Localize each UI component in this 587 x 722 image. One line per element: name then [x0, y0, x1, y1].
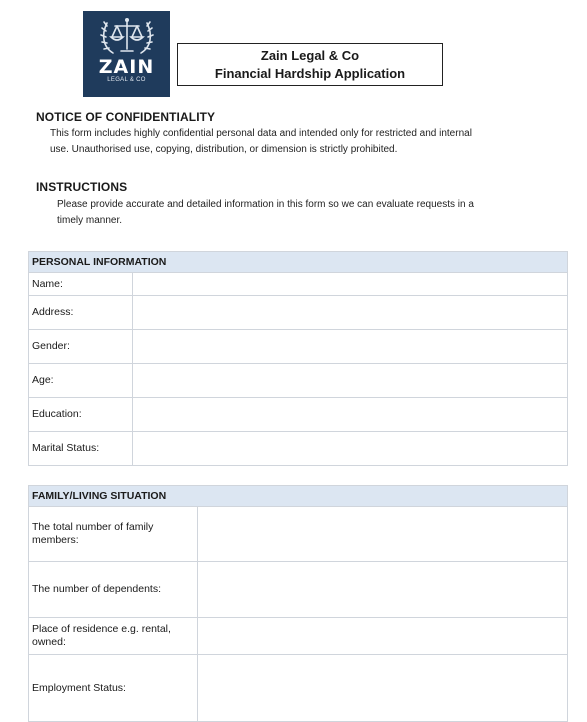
company-name: Zain Legal & Co [260, 48, 360, 63]
education-field[interactable] [133, 398, 568, 432]
table-row [29, 655, 568, 722]
company-logo [83, 11, 170, 97]
dependents-field[interactable] [198, 562, 568, 618]
table-row [29, 432, 568, 466]
notice-text [50, 126, 472, 158]
instructions-text [57, 197, 474, 229]
scales-of-justice-icon [97, 15, 157, 57]
table-row [29, 507, 568, 562]
logo-subtitle: LEGAL & CO [107, 77, 146, 83]
name-field[interactable] [133, 273, 568, 296]
table-row [29, 364, 568, 398]
marital-status-field[interactable] [133, 432, 568, 466]
instructions-line-2: timely manner. [57, 215, 123, 226]
form-title-box [177, 43, 443, 86]
table-row [29, 562, 568, 618]
field-label-age: Age: [29, 364, 133, 398]
personal-information-title: PERSONAL INFORMATION [29, 252, 568, 273]
logo-name: ZAIN [98, 56, 155, 78]
notice-heading: NOTICE OF CONFIDENTIALITY [36, 110, 216, 124]
instructions-heading: INSTRUCTIONS [36, 180, 128, 194]
place-of-residence-field[interactable] [198, 618, 568, 655]
table-row [29, 273, 568, 296]
table-row [29, 330, 568, 364]
label-line: Employment Status: [32, 681, 126, 694]
table-row [29, 296, 568, 330]
form-title: Financial Hardship Application [214, 66, 406, 81]
field-label-education: Education: [29, 398, 133, 432]
section-header-row [29, 486, 568, 507]
field-label-family-members [29, 507, 198, 562]
field-label-marital-status: Marital Status: [29, 432, 133, 466]
field-label-name: Name: [29, 273, 133, 296]
employment-status-field[interactable] [198, 655, 568, 722]
field-label-gender: Gender: [29, 330, 133, 364]
label-line: The number of dependents: [32, 583, 162, 595]
family-living-situation-table [28, 485, 568, 722]
age-field[interactable] [133, 364, 568, 398]
notice-line-1: This form includes highly confidential personal data and intended only for restricted and internal [50, 128, 472, 139]
instructions-line-1: Please provide accurate and detailed information in this form so we can evaluate requests in a [57, 199, 474, 210]
table-row [29, 618, 568, 655]
label-line: members: [32, 534, 79, 546]
family-members-field[interactable] [198, 507, 568, 562]
personal-information-table [28, 251, 568, 466]
field-label-dependents [29, 562, 198, 618]
gender-field[interactable] [133, 330, 568, 364]
notice-line-2: use. Unauthorised use, copying, distribution, or dimension is strictly prohibited. [50, 144, 398, 155]
address-field[interactable] [133, 296, 568, 330]
section-header-row [29, 252, 568, 273]
label-line: The total number of family [32, 521, 154, 533]
label-line: Place of residence e.g. rental, [32, 623, 171, 635]
family-living-situation-title: FAMILY/LIVING SITUATION [29, 486, 568, 507]
label-line: owned: [32, 636, 66, 648]
table-row [29, 398, 568, 432]
field-label-employment-status [29, 655, 198, 722]
field-label-address: Address: [29, 296, 133, 330]
field-label-place-of-residence [29, 618, 198, 655]
